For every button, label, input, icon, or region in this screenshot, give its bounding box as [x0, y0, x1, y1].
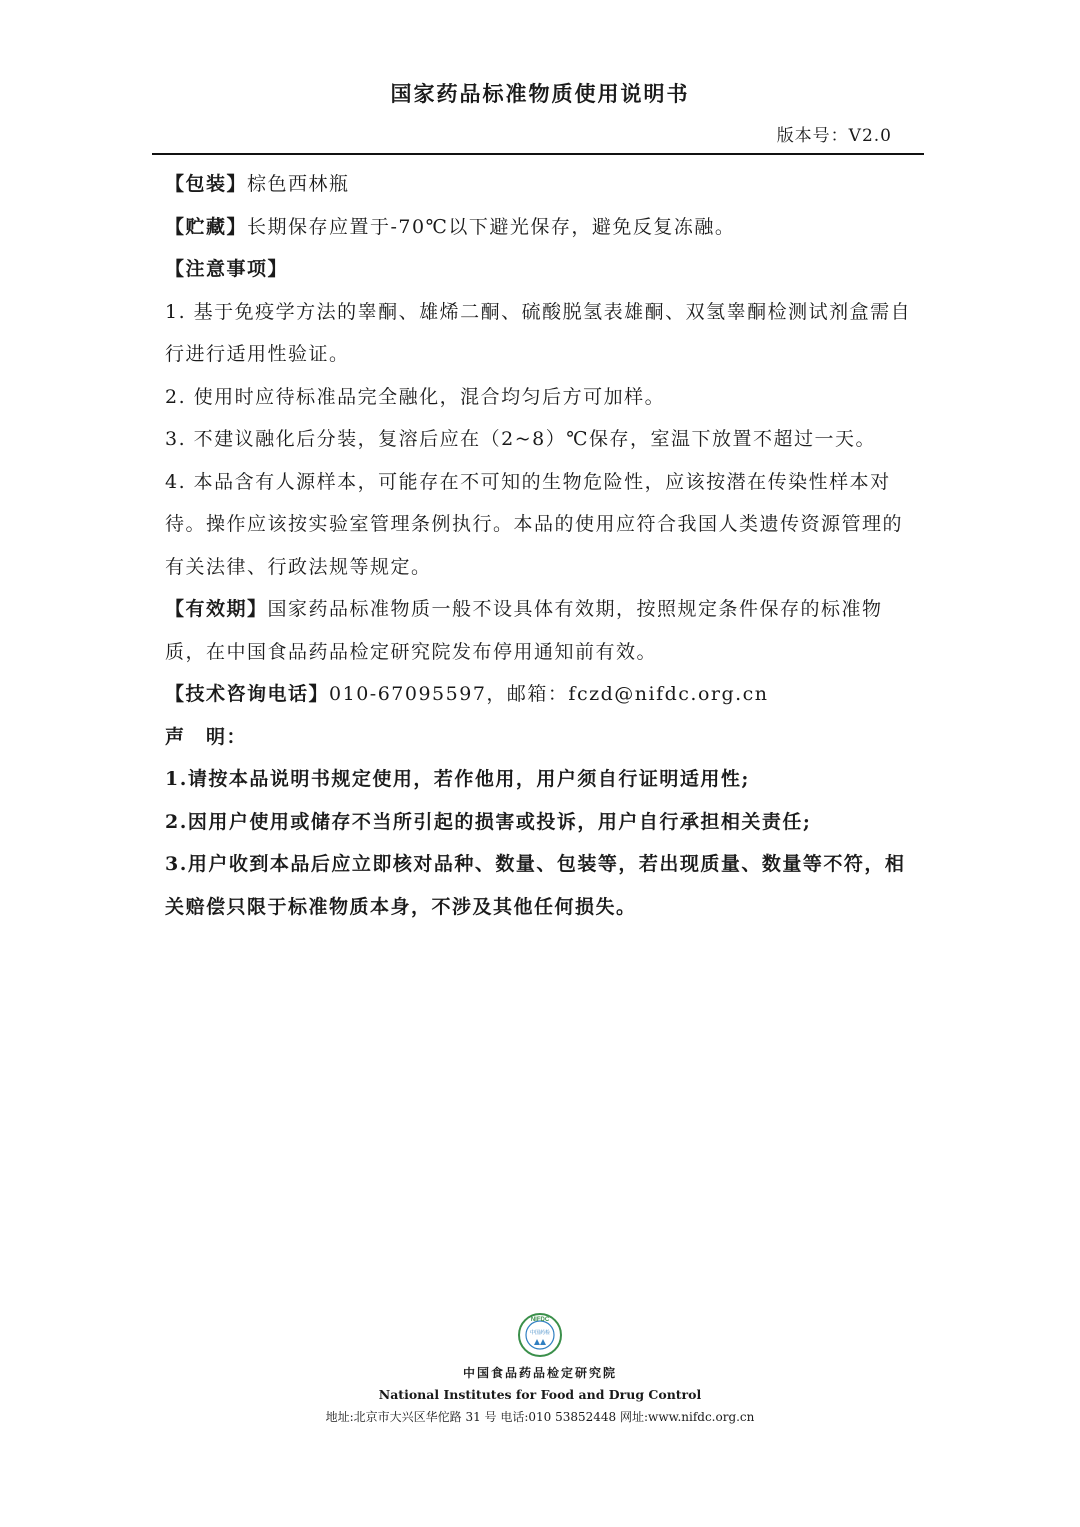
org-name-cn: 中国食品药品检定研究院 [462, 1366, 617, 1380]
logo-subtext: 中国药检 [529, 1330, 551, 1336]
org-address: 地址:北京市大兴区华佗路 31 号 电话:010 53852448 网址:www.nifdc.org.cn [325, 1410, 755, 1424]
note-item: 3. 不建议融化后分装，复溶后应在（2~8）℃保存，室温下放置不超过一天。 [165, 428, 877, 450]
document-body [165, 163, 915, 928]
org-name-en: National Institutes for Food and Drug Control [378, 1387, 702, 1402]
validity-line [165, 588, 915, 673]
page-footer [0, 1312, 1080, 1425]
logo-text: NIFDC [530, 1317, 550, 1323]
note-item: 1. 基于免疫学方法的睾酮、雄烯二酮、硫酸脱氢表雄酮、双氢睾酮检测试剂盒需自行进行适用性验证。 [165, 300, 912, 365]
note-item: 4. 本品含有人源样本，可能存在不可知的生物危险性，应该按潜在传染性样本对待。操作应该按实验室管理条例执行。本品的使用应符合我国人类遗传资源管理的有关法律、行政法规等规定。 [165, 470, 904, 578]
validity-text: 国家药品标准物质一般不设具体有效期，按照规定条件保存的标准物质，在中国食品药品检定研究院发布停用通知前有效。 [165, 598, 883, 663]
contact-text: 010-67095597，邮箱：fczd@nifdc.org.cn [329, 683, 769, 705]
version-number: 版本号：V2.0 [776, 126, 892, 146]
packaging-text: 棕色西林瓶 [247, 173, 350, 195]
storage-text: 长期保存应置于-70℃以下避光保存，避免反复冻融。 [247, 215, 736, 238]
packaging-label: 【包装】 [165, 173, 248, 195]
statement-heading: 声 明： [165, 725, 248, 748]
statement-item: 1.请按本品说明书规定使用，若作他用，用户须自行证明适用性; [165, 768, 750, 790]
packaging-line [165, 163, 915, 206]
statement-item: 2.因用户使用或储存不当所引起的损害或投诉，用户自行承担相关责任; [165, 810, 812, 833]
nifdc-logo [517, 1312, 563, 1358]
validity-label: 【有效期】 [165, 598, 268, 620]
document-title: 国家药品标准物质使用说明书 [390, 81, 690, 106]
statement-item: 3.用户收到本品后应立即核对品种、数量、包装等，若出现质量、数量等不符，相关赔偿只限于标准物质本身，不涉及其他任何损失。 [165, 853, 906, 918]
storage-label: 【贮藏】 [165, 215, 248, 238]
notes-heading: 【注意事项】 [165, 258, 289, 280]
header-divider [152, 153, 924, 155]
contact-label: 【技术咨询电话】 [165, 683, 330, 705]
storage-line [165, 206, 915, 249]
contact-line [165, 673, 915, 716]
note-item: 2. 使用时应待标准品完全融化，混合均匀后方可加样。 [165, 385, 666, 408]
